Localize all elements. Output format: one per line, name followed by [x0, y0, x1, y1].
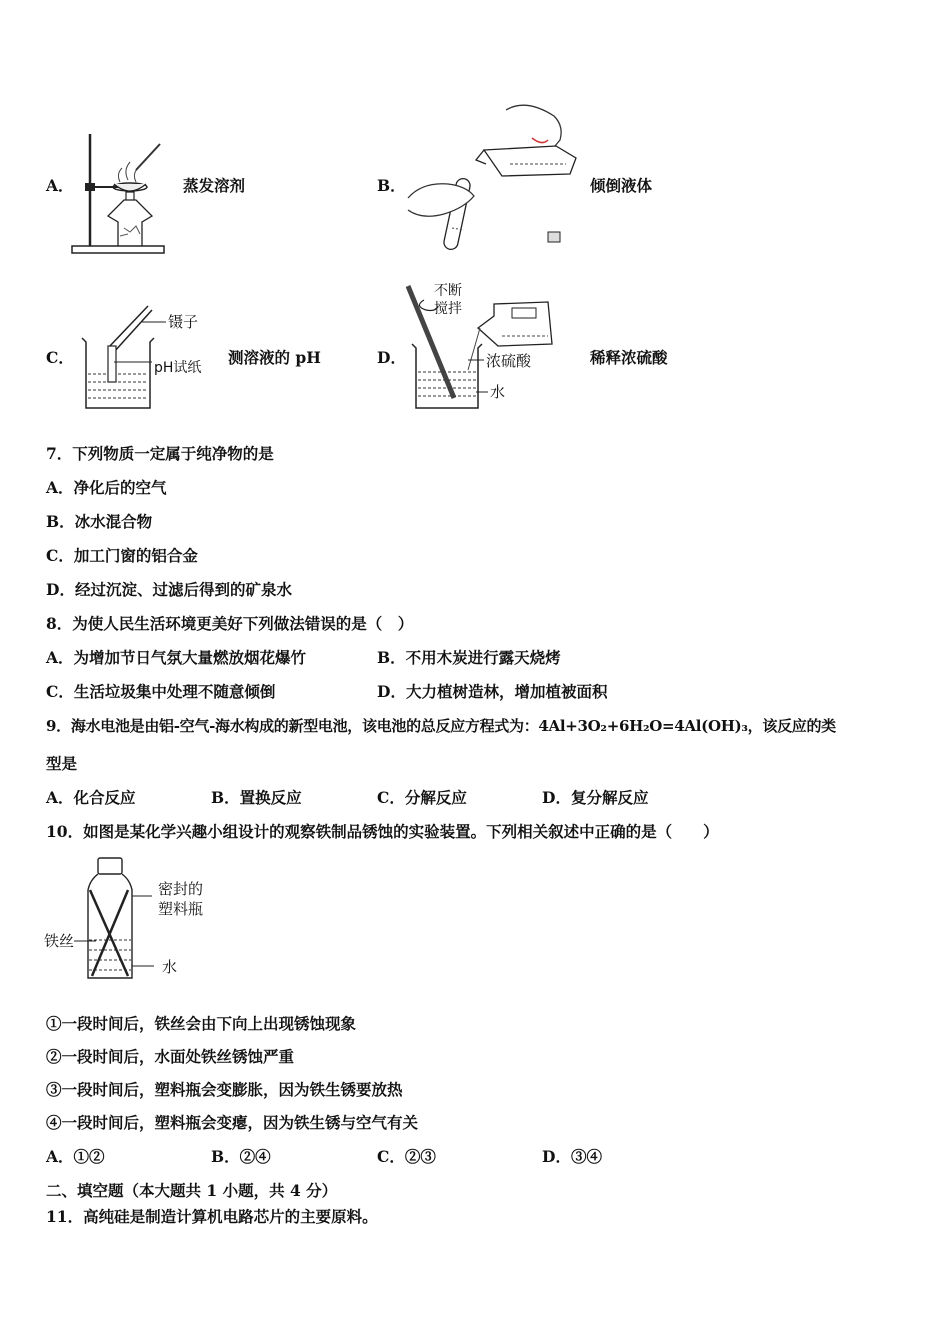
q10-statement-1: ①一段时间后，铁丝会由下向上出现锈蚀现象	[46, 1014, 357, 1033]
ph-paper-label: pH试纸	[154, 360, 202, 376]
sealed-bottle-label-2: 塑料瓶	[158, 900, 204, 918]
q10-statement-3: ③一段时间后，塑料瓶会变膨胀，因为铁生锈要放热	[46, 1080, 403, 1099]
water-label: 水	[490, 383, 506, 401]
q10-stem: 10．如图是某化学兴趣小组设计的观察铁制品锈蚀的实验装置。下列相关叙述中正确的是（ ）	[46, 822, 719, 841]
q9-option-a: A．化合反应	[46, 788, 136, 807]
q9-option-c: C．分解反应	[377, 788, 467, 807]
q8-option-d: D．大力植树造林，增加植被面积	[377, 682, 608, 701]
q10-option-c: C．②③	[377, 1147, 436, 1166]
q8-stem: 8．为使人民生活环境更美好下列做法错误的是（ ）	[46, 614, 414, 633]
iron-wire-label: 铁丝	[44, 932, 75, 950]
q10-statement-2: ②一段时间后，水面处铁丝锈蚀严重	[46, 1047, 295, 1066]
acid-label: 浓硫酸	[486, 352, 532, 370]
q9-stem-line2: 型是	[46, 754, 78, 773]
figure-c-caption: 测溶液的 pH	[228, 348, 321, 367]
q10-statement-4: ④一段时间后，塑料瓶会变瘪，因为铁生锈与空气有关	[46, 1113, 419, 1132]
q7-option-b: B．冰水混合物	[46, 512, 153, 531]
stir-label-2: 搅拌	[434, 301, 462, 317]
ph-test-figure	[70, 300, 220, 414]
stir-label-1: 不断	[434, 283, 462, 299]
q7-stem: 7．下列物质一定属于纯净物的是	[46, 444, 274, 463]
figure-c-letter: C．	[46, 348, 74, 367]
dilute-acid-figure	[402, 280, 562, 414]
figure-a-caption: 蒸发溶剂	[183, 176, 246, 195]
q8-option-b: B．不用木炭进行露天烧烤	[377, 648, 561, 667]
q9-option-d: D．复分解反应	[542, 788, 649, 807]
figure-b-letter: B．	[377, 176, 406, 195]
sealed-bottle-label-1: 密封的	[158, 880, 204, 898]
q7-option-d: D．经过沉淀、过滤后得到的矿泉水	[46, 580, 292, 599]
q10-option-b: B．②④	[211, 1147, 271, 1166]
figure-b-caption: 倾倒液体	[590, 176, 653, 195]
evaporation-apparatus-figure	[68, 132, 168, 254]
q9-option-b: B．置换反应	[211, 788, 302, 807]
figure-a-letter: A．	[46, 176, 74, 195]
figure-d-caption: 稀释浓硫酸	[590, 348, 668, 367]
q10-option-a: A．①②	[46, 1147, 105, 1166]
q10-water-label: 水	[162, 958, 178, 976]
section2-title: 二、填空题（本大题共 1 小题，共 4 分）	[46, 1181, 338, 1200]
q10-option-d: D．③④	[542, 1147, 602, 1166]
tweezers-label: 镊子	[168, 313, 199, 331]
q8-option-a: A．为增加节日气氛大量燃放烟花爆竹	[46, 648, 307, 667]
q7-option-c: C．加工门窗的铝合金	[46, 546, 198, 565]
pour-liquid-figure	[406, 98, 586, 252]
q7-option-a: A．净化后的空气	[46, 478, 167, 497]
q11-stem: 11．高纯硅是制造计算机电路芯片的主要原料。	[46, 1207, 378, 1226]
q8-option-c: C．生活垃圾集中处理不随意倾倒	[46, 682, 276, 701]
q9-stem-line1: 9．海水电池是由铝-空气-海水构成的新型电池，该电池的总反应方程式为：4Al+3O₂+6H₂O=4Al(OH)₃，该反应的类	[46, 717, 836, 735]
rust-bottle-figure	[44, 854, 224, 986]
figure-d-letter: D．	[377, 348, 406, 367]
